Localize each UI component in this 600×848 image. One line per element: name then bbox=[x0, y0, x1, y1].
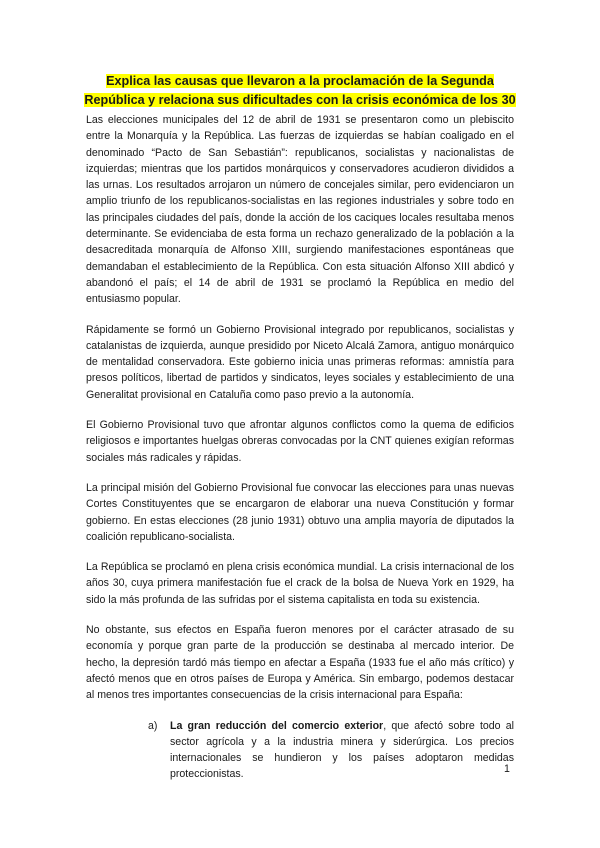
paragraph-2: Rápidamente se formó un Gobierno Provisional integrado por republicanos, socialistas y catalanistas de izquierda, aunque presidido por Niceto Alcalá Zamora, antiguo monárquico de mentalidad conservadora. Este gobierno inicia unas primeras reformas: amnistía para presos políticos, libertad de partidos y sindicatos, leyes sociales y establecimiento de una Generalitat provisional en Cataluña como paso previo a la autonomía. bbox=[86, 323, 514, 401]
list-item-bold: La gran reducción del comercio exterior bbox=[170, 719, 384, 732]
page-number: 1 bbox=[504, 763, 510, 775]
list-item-text bbox=[170, 718, 514, 783]
paragraph-3: El Gobierno Provisional tuvo que afrontar algunos conflictos como la quema de edificios religiosos e importantes huelgas obreras convocadas por la CNT quienes exigían reformas sociales más radicales y rápidas. bbox=[86, 419, 514, 464]
list-marker: a) bbox=[148, 719, 158, 732]
paragraph-6: No obstante, sus efectos en España fueron menores por el carácter atrasado de su economía y porque gran parte de la producción se destinaba al mercado interior. De hecho, la depresión tardó más tiempo en afectar a España (1933 fue el año más crítico) y afectó menos que en otros países de Europa y América. Sin embargo, podemos destacar al menos tres importantes consecuencias de la crisis internacional para España: bbox=[86, 624, 514, 702]
title-line-2: República y relaciona sus dificultades con la crisis económica de los 30 bbox=[84, 93, 516, 107]
list-item-rest: , que afectó sobre todo al sector agrícola y a la industria minera y siderúrgica. Los precios internacionales se hundieron y los países adoptaron medidas proteccionistas. bbox=[170, 719, 514, 781]
paragraph-4: La principal misión del Gobierno Provisional fue convocar las elecciones para unas nuevas Cortes Constituyentes que se encargaron de elaborar una nueva Constitución y formar gobierno. En estas elecciones (28 junio 1931) obtuvo una amplia mayoría de diputados la coalición republicano-socialista. bbox=[86, 481, 514, 543]
list-item-a bbox=[148, 718, 514, 783]
paragraph-5: La República se proclamó en plena crisis económica mundial. La crisis internacional de los años 30, cuya primera manifestación fue el crack de la bolsa de Nueva York en 1929, ha sido la más profunda de las sufridas por el sistema capitalista en toda su existencia. bbox=[86, 561, 514, 606]
document-title bbox=[60, 72, 540, 110]
paragraph-1: Las elecciones municipales del 12 de abril de 1931 se presentaron como un plebiscito entre la Monarquía y la República. Las fuerzas de izquierdas se habían coaligado en el denominado “Pacto de San Sebastián”: republicanos, socialistas y nacionalistas de izquierdas; mientras que los partidos monárquicos y conservadores acudieron divididos a las urnas. Los resultados arrojaron un número de concejales similar, pero evidenciaron un amplio triunfo de los republicanos-socialistas en las regiones industriales y sobre todo en las principales ciudades del país, donde la acción de los caciques locales resultaba menos determinante. Se evidenciaba de esta forma un rechazo generalizado de la población a la desacreditada monarquía de Alfonso XIII, surgiendo manifestaciones espontáneas que demandaban el establecimiento de la República. Con esta situación Alfonso XIII abdicó y abandonó el país; el 14 de abril de 1931 se proclamó la República en medio del entusiasmo popular. bbox=[86, 114, 514, 306]
title-line-1: Explica las causas que llevaron a la proclamación de la Segunda bbox=[106, 74, 494, 88]
document-body bbox=[86, 112, 514, 783]
